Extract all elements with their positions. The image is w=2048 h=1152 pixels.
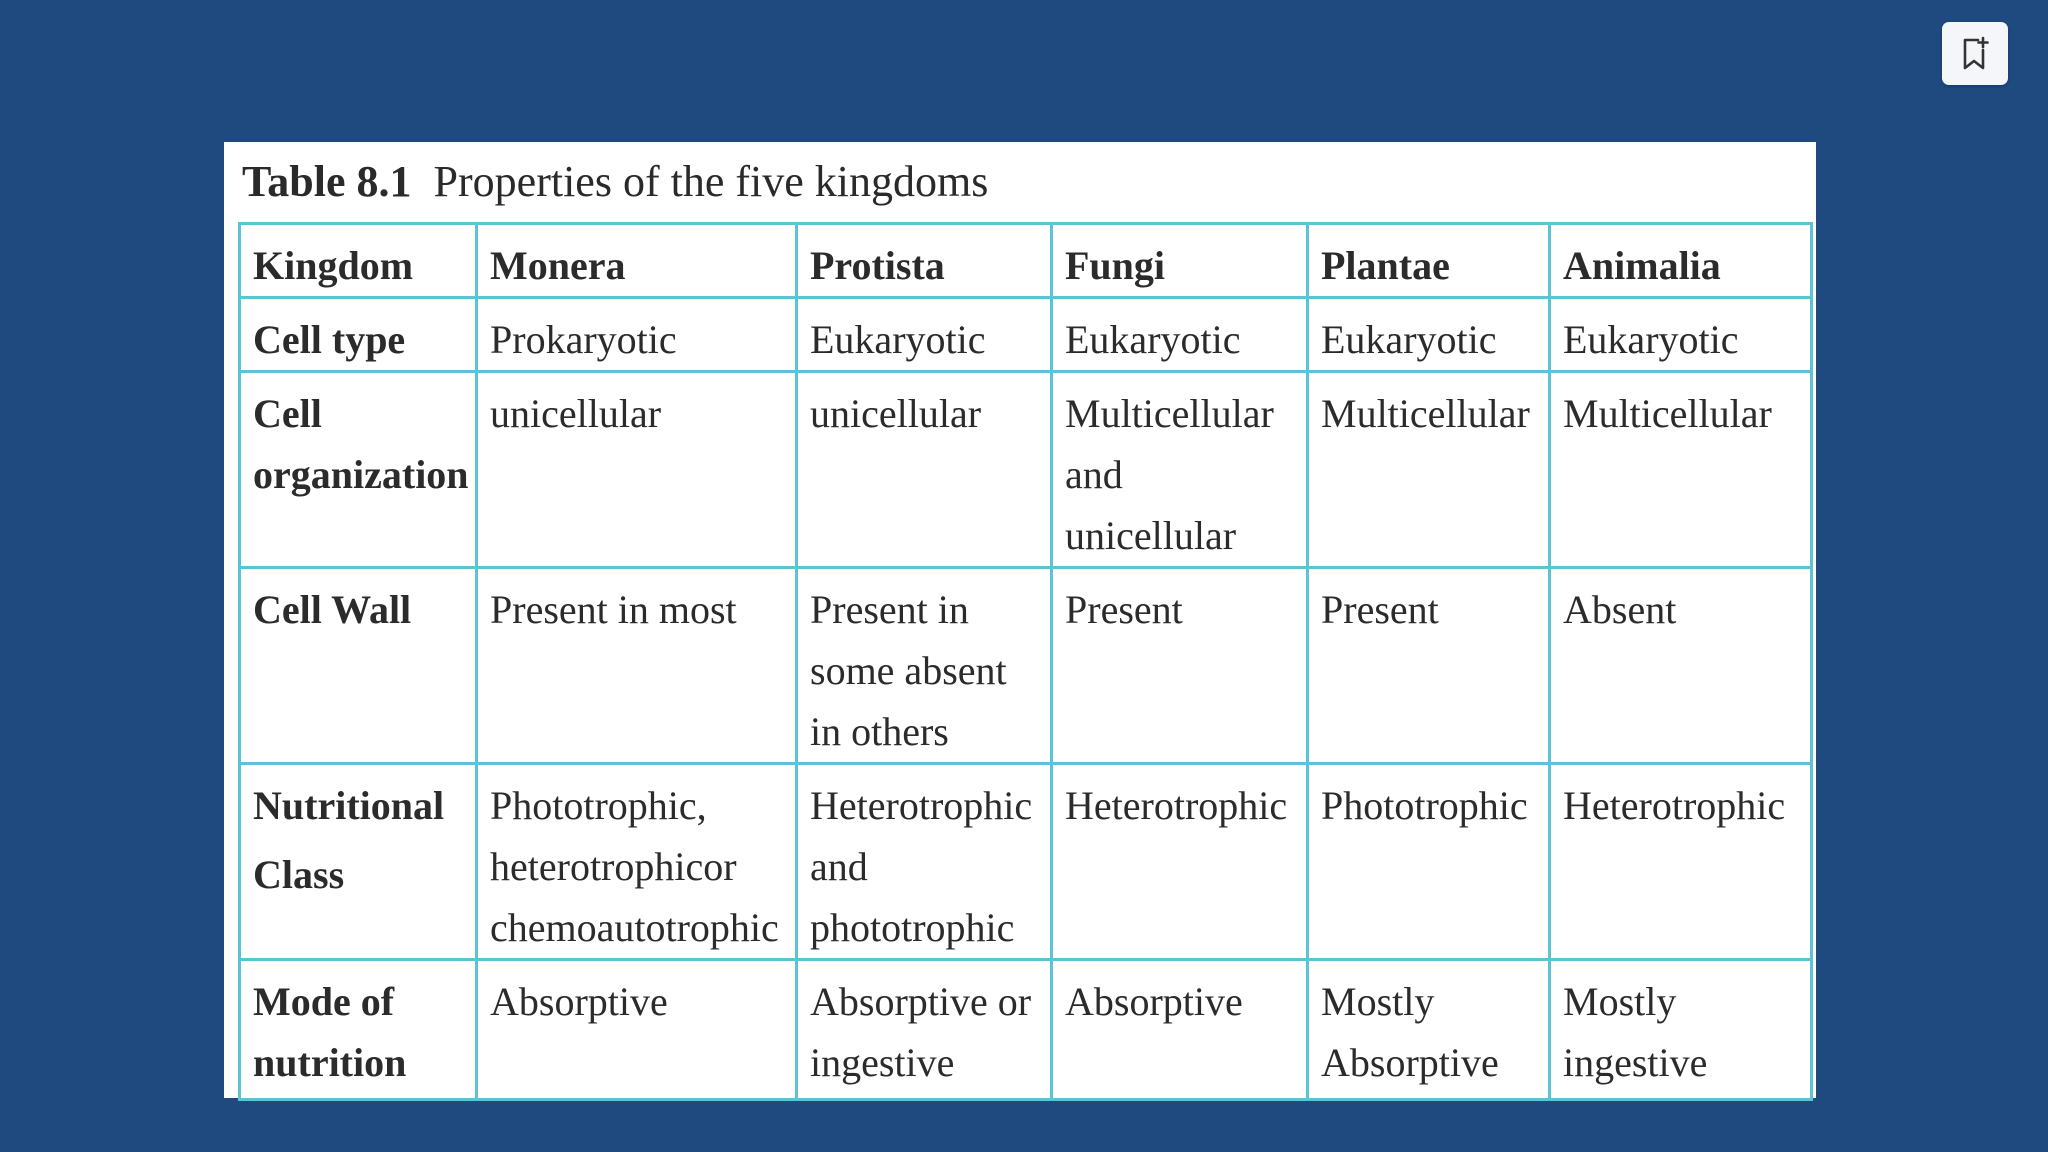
header-cell: Kingdom bbox=[240, 224, 477, 298]
table-cell: unicellular bbox=[797, 372, 1052, 568]
table-cell: Present bbox=[1308, 568, 1550, 764]
table-cell: Eukaryotic bbox=[1550, 298, 1812, 372]
row-label: Cell Wall bbox=[240, 568, 477, 764]
table-row bbox=[240, 764, 1812, 960]
bookmark-add-icon bbox=[1958, 36, 1992, 72]
table-cell: Absorptive or ingestive bbox=[797, 960, 1052, 1100]
row-label: Cell organization bbox=[240, 372, 477, 568]
bookmark-button[interactable] bbox=[1942, 22, 2008, 85]
table-card bbox=[224, 142, 1816, 1098]
table-title: Properties of the five kingdoms bbox=[433, 157, 989, 206]
header-cell: Fungi bbox=[1052, 224, 1308, 298]
table-cell: Mostly Absorptive bbox=[1308, 960, 1550, 1100]
row-label: Mode of nutrition bbox=[240, 960, 477, 1100]
table-cell: Heterotrophic bbox=[1550, 764, 1812, 960]
table-cell: Absorptive bbox=[1052, 960, 1308, 1100]
table-cell: Present bbox=[1052, 568, 1308, 764]
table-cell: Absent bbox=[1550, 568, 1812, 764]
row-label-line: Nutritional bbox=[253, 783, 445, 828]
header-cell: Animalia bbox=[1550, 224, 1812, 298]
header-cell: Monera bbox=[477, 224, 797, 298]
header-cell: Protista bbox=[797, 224, 1052, 298]
table-cell: unicellular bbox=[477, 372, 797, 568]
table-cell: Present in some absent in others bbox=[797, 568, 1052, 764]
row-label-line: Class bbox=[253, 852, 345, 897]
table-row bbox=[240, 372, 1812, 568]
table-cell: Present in most bbox=[477, 568, 797, 764]
table-cell: Phototrophic, heterotrophicor chemoautotrophic bbox=[477, 764, 797, 960]
table-cell: Eukaryotic bbox=[1308, 298, 1550, 372]
table-row bbox=[240, 298, 1812, 372]
kingdoms-table bbox=[238, 222, 1813, 1101]
table-cell: Multicellular bbox=[1550, 372, 1812, 568]
row-label: Cell type bbox=[240, 298, 477, 372]
table-header-row bbox=[240, 224, 1812, 298]
table-cell: Multicellular bbox=[1308, 372, 1550, 568]
table-cell: Phototrophic bbox=[1308, 764, 1550, 960]
table-cell: Mostly ingestive bbox=[1550, 960, 1812, 1100]
table-cell: Heterotrophic and phototrophic bbox=[797, 764, 1052, 960]
table-cell: Absorptive bbox=[477, 960, 797, 1100]
table-cell: Multicellular and unicellular bbox=[1052, 372, 1308, 568]
header-cell: Plantae bbox=[1308, 224, 1550, 298]
table-cell: Prokaryotic bbox=[477, 298, 797, 372]
table-cell: Eukaryotic bbox=[1052, 298, 1308, 372]
table-row bbox=[240, 568, 1812, 764]
table-number: Table 8.1 bbox=[242, 157, 412, 206]
row-label bbox=[240, 764, 477, 960]
table-caption bbox=[242, 152, 988, 212]
table-cell: Heterotrophic bbox=[1052, 764, 1308, 960]
table-row bbox=[240, 960, 1812, 1100]
table-cell: Eukaryotic bbox=[797, 298, 1052, 372]
